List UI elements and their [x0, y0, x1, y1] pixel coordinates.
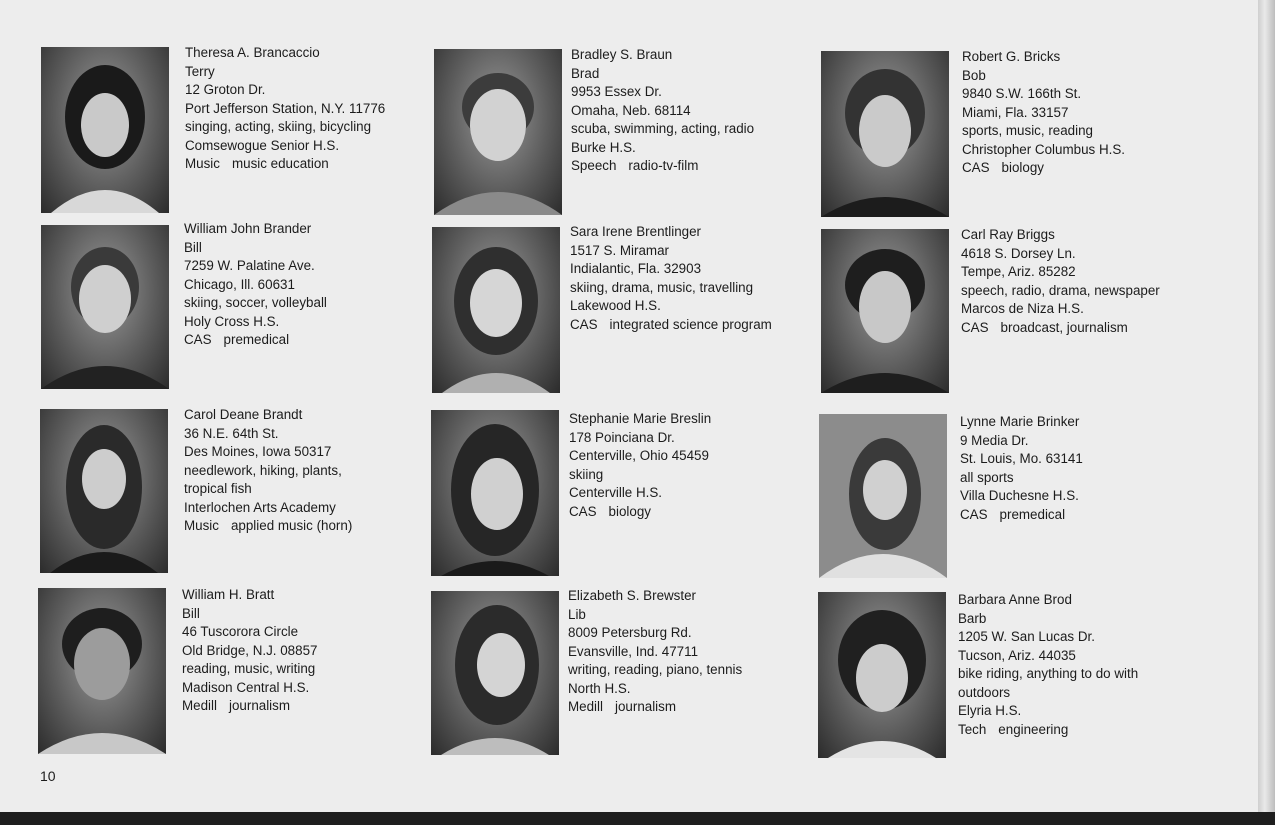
student-detail: Tempe, Ariz. 85282 — [961, 264, 1076, 279]
student-detail: 12 Groton Dr. — [185, 82, 266, 97]
student-photo — [431, 410, 559, 576]
student-detail: Barb — [958, 610, 987, 626]
student-entry — [571, 46, 754, 176]
student-detail: skiing, soccer, volleyball — [184, 295, 327, 310]
student-detail: St. Louis, Mo. 63141 — [960, 451, 1083, 466]
student-detail: scuba, swimming, acting, radio — [571, 121, 755, 136]
student-detail: Holy Cross H.S. — [184, 313, 280, 329]
portrait-icon — [41, 47, 169, 213]
student-detail: Terry — [185, 63, 215, 79]
student-name: Sara Irene Brentlinger — [570, 224, 702, 239]
student-detail: Bob — [962, 67, 986, 83]
student-detail: tropical fish — [184, 481, 252, 496]
student-detail: 1205 W. San Lucas Dr. — [958, 629, 1095, 644]
student-detail: skiing — [569, 466, 604, 482]
student-name: Carol Deane Brandt — [184, 407, 303, 422]
student-name: Robert G. Bricks — [962, 49, 1061, 64]
student-photo — [434, 49, 562, 215]
student-detail: sports, music, reading — [962, 123, 1093, 138]
student-detail: 9840 S.W. 166th St. — [962, 86, 1082, 101]
student-entry — [962, 48, 1125, 178]
student-detail: Omaha, Neb. 68114 — [571, 102, 691, 118]
student-detail: Bill — [182, 605, 200, 621]
school: Speech — [571, 158, 617, 173]
student-photo — [819, 414, 947, 578]
student-name: Lynne Marie Brinker — [960, 414, 1080, 429]
student-detail: 4618 S. Dorsey Ln. — [961, 245, 1076, 261]
student-detail: 46 Tuscorora Circle — [182, 624, 299, 639]
student-detail: Port Jefferson Station, N.Y. 11776 — [185, 100, 386, 116]
student-detail: all sports — [960, 469, 1014, 485]
school: Music — [185, 156, 220, 171]
student-name: Stephanie Marie Breslin — [569, 411, 712, 426]
school-major-line — [184, 517, 352, 536]
portrait-icon — [431, 410, 559, 576]
school: CAS — [570, 316, 598, 332]
school: CAS — [960, 506, 988, 522]
student-detail: Tucson, Ariz. 44035 — [958, 647, 1076, 663]
student-detail: Centerville H.S. — [569, 485, 663, 500]
student-detail: North H.S. — [568, 680, 631, 696]
student-detail: skiing, drama, music, travelling — [570, 279, 754, 295]
school: CAS — [961, 319, 989, 335]
student-detail: Burke H.S. — [571, 139, 636, 155]
portrait-icon — [434, 49, 562, 215]
portrait-icon — [431, 591, 559, 755]
student-entry — [960, 413, 1083, 524]
student-detail: Bill — [184, 239, 202, 255]
student-name: William H. Bratt — [182, 587, 275, 602]
student-detail: 7259 W. Palatine Ave. — [184, 258, 315, 273]
student-entry — [958, 591, 1138, 739]
student-photo — [38, 588, 166, 754]
bottom-edge — [0, 812, 1275, 825]
major: premedical — [999, 506, 1066, 522]
student-detail: Lakewood H.S. — [570, 298, 661, 313]
student-detail: 9953 Essex Dr. — [571, 84, 662, 99]
school: Medill — [568, 699, 603, 714]
student-detail: Comsewogue Senior H.S. — [185, 137, 340, 153]
school: Music — [184, 518, 219, 533]
student-entry — [569, 410, 711, 521]
school-major-line — [184, 331, 327, 350]
student-photo — [41, 225, 169, 389]
student-name: Elizabeth S. Brewster — [568, 588, 697, 603]
student-photo — [821, 51, 949, 217]
student-detail: Villa Duchesne H.S. — [960, 488, 1079, 503]
major: integrated science program — [609, 316, 772, 332]
student-detail: Evansville, Ind. 47711 — [568, 643, 699, 659]
student-detail: 178 Poinciana Dr. — [569, 429, 675, 445]
major: biology — [608, 503, 651, 519]
portrait-icon — [821, 229, 949, 393]
student-detail: singing, acting, skiing, bicycling — [185, 119, 372, 134]
student-entry — [184, 406, 352, 536]
student-detail: Chicago, Ill. 60631 — [184, 276, 295, 292]
school-major-line — [182, 697, 317, 716]
student-entry — [182, 586, 317, 716]
student-detail: Indialantic, Fla. 32903 — [570, 261, 702, 276]
student-photo — [432, 227, 560, 393]
student-detail: bike riding, anything to do with — [958, 666, 1139, 681]
school: CAS — [184, 332, 212, 347]
portrait-icon — [821, 51, 949, 217]
student-entry — [185, 44, 385, 174]
school: Tech — [958, 721, 987, 737]
student-photo — [818, 592, 946, 758]
student-detail: reading, music, writing — [182, 661, 316, 676]
student-photo — [431, 591, 559, 755]
student-detail: 1517 S. Miramar — [570, 242, 669, 258]
school-major-line — [570, 316, 772, 335]
school: CAS — [569, 503, 597, 519]
student-detail: 36 N.E. 64th St. — [184, 425, 279, 441]
major: journalism — [614, 699, 677, 714]
student-photo — [41, 47, 169, 213]
student-photo — [40, 409, 168, 573]
major: music education — [231, 156, 329, 171]
school-major-line — [962, 159, 1125, 178]
student-detail: Old Bridge, N.J. 08857 — [182, 642, 318, 658]
student-photo — [821, 229, 949, 393]
student-detail: Marcos de Niza H.S. — [961, 301, 1084, 316]
portrait-icon — [432, 227, 560, 393]
major: biology — [1001, 160, 1044, 175]
student-detail: Christopher Columbus H.S. — [962, 141, 1125, 157]
student-detail: 9 Media Dr. — [960, 432, 1029, 448]
portrait-icon — [41, 225, 169, 389]
school: Medill — [182, 698, 217, 713]
school-major-line — [185, 155, 385, 174]
portrait-icon — [38, 588, 166, 754]
student-detail: Madison Central H.S. — [182, 679, 310, 695]
major: journalism — [228, 698, 291, 713]
student-detail: needlework, hiking, plants, — [184, 462, 342, 478]
student-detail: Brad — [571, 65, 600, 81]
school-major-line — [571, 157, 754, 176]
student-detail: Miami, Fla. 33157 — [962, 104, 1069, 120]
school-major-line — [958, 721, 1138, 740]
school-major-line — [960, 506, 1083, 525]
student-name: Theresa A. Brancaccio — [185, 45, 320, 60]
student-name: Barbara Anne Brod — [958, 592, 1072, 607]
student-detail: 8009 Petersburg Rd. — [568, 625, 692, 640]
student-detail: Lib — [568, 606, 586, 622]
school-major-line — [568, 698, 742, 717]
student-detail: writing, reading, piano, tennis — [568, 662, 743, 677]
page-edge — [1258, 0, 1275, 825]
school-major-line — [961, 319, 1160, 338]
student-entry — [570, 223, 772, 334]
major: radio-tv-film — [628, 158, 699, 173]
student-entry — [961, 226, 1160, 337]
major: broadcast, journalism — [1000, 319, 1128, 335]
student-detail: outdoors — [958, 684, 1011, 700]
student-detail: Elyria H.S. — [958, 703, 1022, 718]
student-name: William John Brander — [184, 221, 312, 236]
student-detail: Centerville, Ohio 45459 — [569, 448, 709, 463]
student-name: Carl Ray Briggs — [961, 227, 1055, 242]
major: applied music (horn) — [230, 518, 353, 533]
school-major-line — [569, 503, 711, 522]
portrait-icon — [818, 592, 946, 758]
major: premedical — [223, 332, 290, 347]
student-detail: Des Moines, Iowa 50317 — [184, 444, 332, 459]
page-number: 10 — [40, 768, 56, 784]
school: CAS — [962, 160, 990, 175]
major: engineering — [998, 721, 1069, 737]
student-name: Bradley S. Braun — [571, 47, 673, 62]
student-detail: Interlochen Arts Academy — [184, 499, 336, 515]
student-detail: speech, radio, drama, newspaper — [961, 282, 1160, 298]
student-entry — [568, 587, 742, 717]
portrait-icon — [40, 409, 168, 573]
student-entry — [184, 220, 327, 350]
portrait-icon — [819, 414, 947, 578]
